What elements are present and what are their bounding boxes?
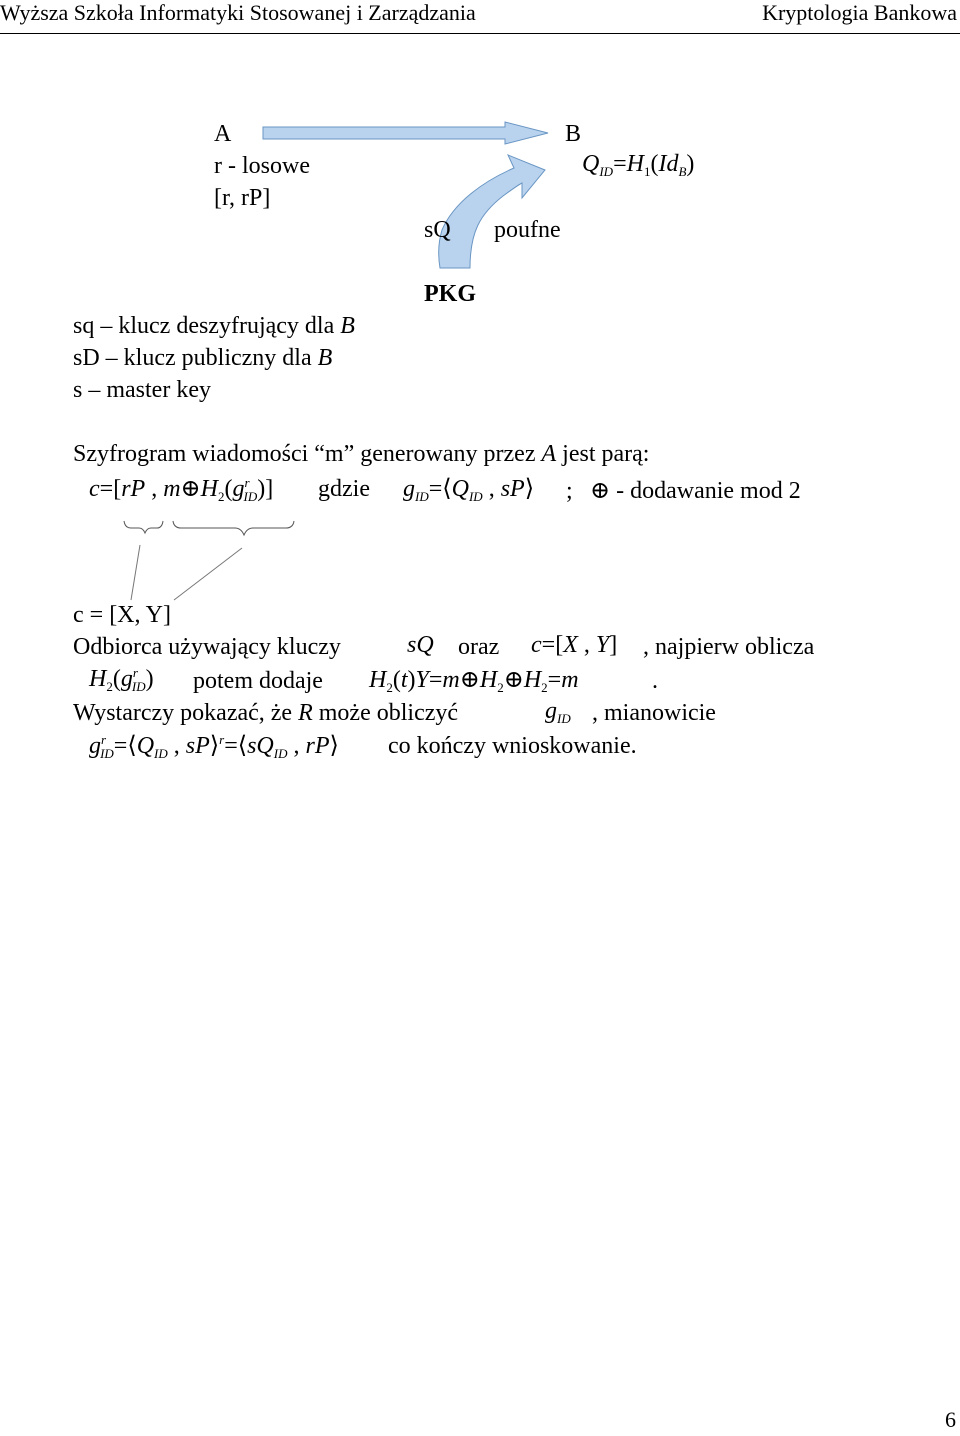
xor-symbol: ⊕ — [590, 478, 611, 504]
legend-who: B — [340, 313, 355, 339]
period: . — [652, 668, 658, 694]
legend-who: B — [317, 345, 333, 371]
legend-term: sq — [73, 313, 95, 339]
legend-desc: – master key — [82, 377, 211, 403]
oraz-label: oraz — [458, 634, 500, 660]
formula-cxy: c=[X , Y] — [531, 632, 618, 658]
c-equals-xy: c = [X, Y] — [73, 602, 171, 628]
header-left: Wyższa Szkoła Informatyki Stosowanej i Zarządzania — [0, 0, 476, 25]
curved-arrow-pkg-to-b — [439, 155, 545, 268]
text: jest parą: — [556, 441, 650, 467]
formula-gid: $g_{ID}=⟨Q_{ID}$ , sP⟩ — [403, 476, 535, 504]
text: Wystarczy pokazać, że — [73, 700, 299, 726]
legend-term: s — [73, 377, 83, 403]
sender-line1: r - losowe — [214, 153, 310, 179]
curved-left-label: sQ — [424, 217, 451, 243]
formula-sq: sQ — [407, 632, 434, 658]
text: może obliczyć — [312, 700, 459, 726]
brace-x — [124, 521, 163, 533]
page-number: 6 — [945, 1407, 956, 1432]
mianowicie-label: , mianowicie — [592, 700, 716, 726]
paragraph-ciphertext — [73, 441, 649, 468]
formula-h2-gr: $H_2(g^r_{ID})$ — [89, 665, 154, 694]
header-right: Kryptologia Bankowa — [762, 0, 957, 25]
brace-y — [173, 521, 294, 535]
sender-line2: [r, rP] — [214, 185, 271, 211]
curved-right-label: poufne — [494, 217, 561, 243]
formula-gid-2: $g_{ID}$ — [545, 698, 571, 726]
legend-item-sq — [73, 313, 355, 340]
sender-label: A — [214, 121, 232, 147]
formula-decrypt: $H_2(t)Y=m\oplus H_2\oplus H_2=m$ — [369, 667, 579, 695]
legend-item-s — [73, 377, 211, 404]
receiver-label: B — [565, 121, 582, 147]
pkg-label: PKG — [424, 281, 476, 307]
xor-description — [590, 476, 801, 505]
receiver-formula: $Q_{ID}=H_1(Id_B)$ — [582, 151, 695, 179]
legend-desc: – klucz publiczny dla — [99, 345, 318, 371]
formula-c: c=[rP , $m\oplus H_2(g^r_{ID})$] — [89, 475, 274, 504]
paragraph-receiver-b: , najpierw oblicza — [643, 634, 815, 660]
text: - dodawanie mod 2 — [610, 478, 801, 504]
text-r: R — [298, 700, 313, 726]
potem-label: potem dodaje — [193, 668, 323, 694]
gdzie-label: gdzie — [318, 476, 370, 502]
legend-term: sD — [73, 345, 100, 371]
legend-desc: – klucz deszyfrujący dla — [94, 313, 341, 339]
legend-item-sd — [73, 345, 332, 372]
connector-y — [174, 548, 242, 600]
paragraph-conclusion: co kończy wnioskowanie. — [388, 733, 637, 759]
semicolon: ; — [566, 478, 573, 504]
arrow-a-to-b — [263, 122, 548, 144]
formula-pairing: $g^r_{ID}=⟨Q_{ID}$ , $sP⟩^r=⟨sQ_{ID}$ , rP⟩ — [89, 732, 339, 761]
text: Szyfrogram wiadomości “m” generowany przez — [73, 441, 542, 467]
text-who: A — [541, 441, 557, 467]
paragraph-receiver-a: Odbiorca używający kluczy — [73, 634, 341, 660]
paragraph-show — [73, 700, 458, 727]
connector-x — [131, 545, 140, 600]
